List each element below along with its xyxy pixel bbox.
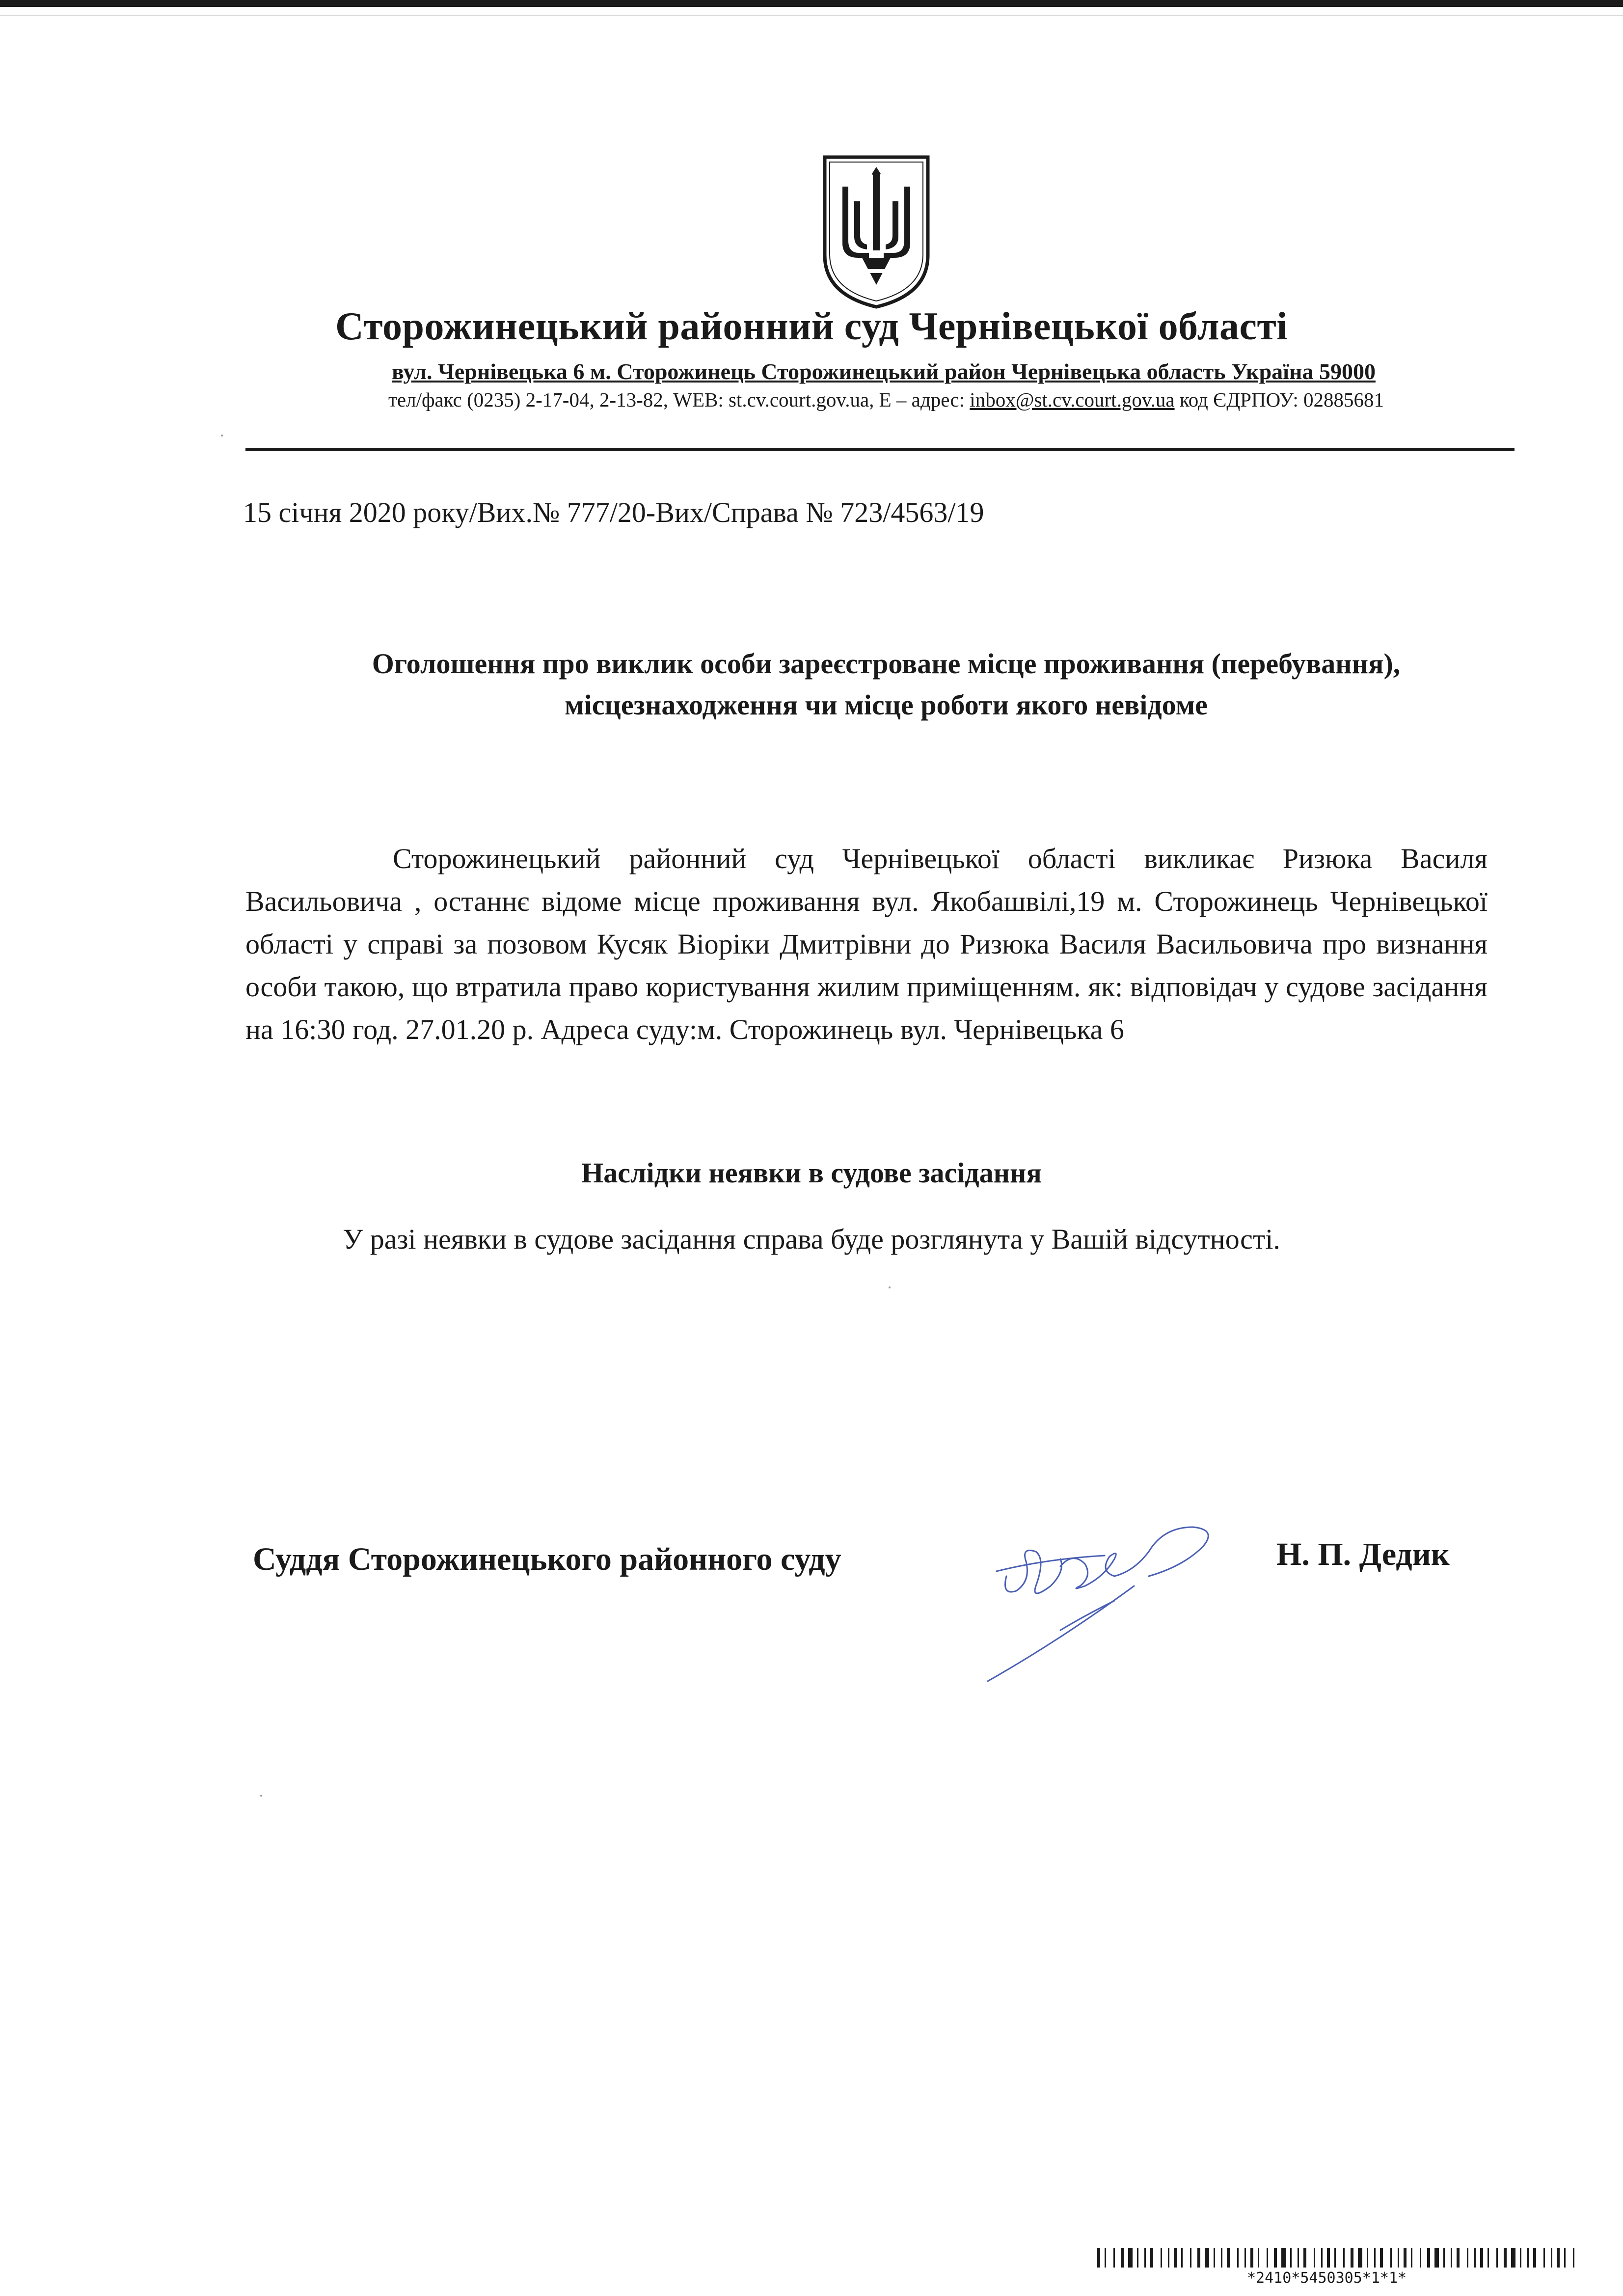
contacts-prefix: тел/факс (0235) 2-17-04, 2-13-82, WEB: st.cv.court.gov.ua, E – адрес: (388, 388, 970, 411)
judge-name: Н. П. Дедик (1276, 1536, 1450, 1572)
scan-edge-line (0, 15, 1623, 16)
consequences-title: Наслідки неявки в судове засідання (581, 1157, 1042, 1189)
consequences-text: У разі неявки в судове засідання справа буде розглянута у Вашій відсутності. (343, 1223, 1280, 1255)
handwritten-signature-icon (987, 1512, 1242, 1684)
registration-line: 15 січня 2020 року/Вих.№ 777/20-Вих/Справа № 723/4563/19 (243, 496, 984, 528)
scan-speck (889, 1286, 891, 1288)
court-name: Сторожинецький районний суд Чернівецької області (335, 305, 1288, 348)
ukraine-trident-coat-of-arms-icon (820, 152, 933, 309)
scan-speck (260, 1795, 262, 1797)
scan-edge-top (0, 0, 1623, 7)
notice-title-line-1: Оголошення про виклик особи зареєстроване місце проживання (перебування), (372, 648, 1401, 680)
notice-title (206, 643, 1566, 726)
notice-body: Сторожинецький районний суд Чернівецької області викликає Ризюка Василя Васильовича , останнє відоме місце проживання вул. Якобашвілі,19 м. Сторожинець Чернівецької області у справі за позовом Кусяк Віоріки Дмитрівни до Ризюка Василя Васильовича про визнання особи такою, що втратила право користування жилим приміщенням. як: відповідач у судове засідання на 16:30 год. 27.01.20 р. Адреса суду:м. Сторожинець вул. Чернівецька 6 (245, 843, 1488, 1045)
court-address: вул. Чернівецька 6 м. Сторожинець Сторожинецький район Чернівецька область Україна 59000 (392, 359, 1376, 384)
header-divider (245, 448, 1515, 451)
email-link[interactable]: inbox@st.cv.court.gov.ua (970, 388, 1175, 411)
judge-label: Суддя Сторожинецького районного суду (253, 1541, 841, 1577)
barcode-icon (1097, 2248, 1576, 2268)
court-contacts (265, 388, 1507, 411)
notice-title-line-2: місцезнаходження чи місце роботи якого невідоме (565, 689, 1208, 721)
barcode-text: *2410*5450305*1*1* (1247, 2269, 1407, 2287)
contacts-suffix: код ЄДРПОУ: 02885681 (1174, 388, 1384, 411)
scan-speck (221, 435, 223, 437)
